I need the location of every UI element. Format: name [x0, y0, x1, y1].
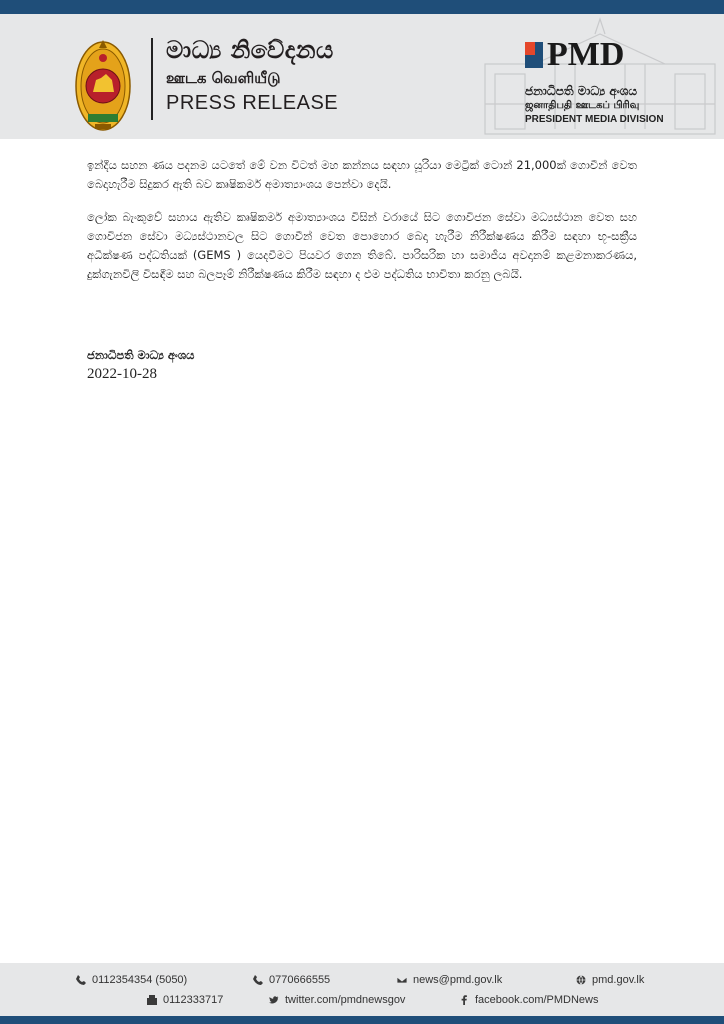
title-english: PRESS RELEASE	[166, 92, 339, 114]
envelope-icon	[397, 975, 407, 985]
phone-icon	[76, 975, 86, 985]
letterhead	[0, 14, 724, 139]
twitter-text: twitter.com/pmdnewsgov	[285, 994, 406, 1006]
pmd-name-english: PRESIDENT MEDIA DIVISION	[525, 114, 664, 125]
state-emblem-icon	[74, 36, 132, 134]
issuing-office: ජනාධිපති මාධ්‍ය අංශය	[87, 348, 195, 362]
pmd-name-sinhala: ජනාධිපති මාධ්‍ය අංශය	[525, 84, 638, 98]
contact-footer	[0, 963, 724, 1016]
email-contact[interactable]	[397, 974, 502, 986]
press-release-title-block	[166, 34, 338, 116]
body-paragraph: ඉන්දීය සහන ණය පදනම යටතේ මේ වන විටත් මහ කන්නය සඳහා යූරියා මෙට්‍රික් ටොන් 21,000ක් ගොවීන් වෙත බෙදාහැරීම සිදුකර ඇති බව කෘෂිකර්ම අමාත්‍යාංශය පෙන්වා දෙයි.	[87, 158, 637, 191]
phone-contact-1[interactable]	[76, 974, 187, 986]
release-date: 2022-10-28	[87, 366, 157, 382]
pmd-wordmark: PMD	[547, 36, 625, 73]
press-release-body	[87, 156, 637, 298]
top-accent-bar	[0, 0, 724, 14]
signature-block	[87, 347, 194, 385]
twitter-icon	[269, 995, 279, 1005]
website-link[interactable]	[576, 974, 644, 986]
pmd-logo	[525, 38, 664, 72]
phone-2-text: 0770666555	[269, 974, 331, 986]
bottom-accent-bar	[0, 1016, 724, 1024]
twitter-link[interactable]	[269, 994, 405, 1006]
facebook-icon	[459, 995, 469, 1005]
facebook-text: facebook.com/PMDNews	[475, 994, 599, 1006]
fax-icon	[147, 995, 157, 1005]
body-paragraph: ලෝක බැංකුවේ සහාය ඇතිව කෘෂිකර්ම අමාත්‍යාංශය විසින් වරායේ සිට ගොවිජන සේවා මධ්‍යස්ථාන වෙත සහ ගොවිජන සේවා මධ්‍යස්ථානවල සිට ගොවීන් වෙත පොහොර බෙදා හැරීම නිරීක්ෂණය කිරීම සඳහා භූ-සක්‍රීය අධීක්ෂණ පද්ධතියක් (GEMS ) යෙදවීමට පියවර ගෙන තිබේ. පාරිසරික හා සමාජීය අවදානම් කළමනාකරණය, දුක්ගැනවිලි විසඳීම සහ බලපෑම් නිරීක්ෂණය කිරීම සඳහා ද එම පද්ධතිය භාවිතා කරනු ලබයි.	[87, 210, 637, 281]
fax-contact[interactable]	[147, 994, 223, 1006]
phone-1-text: 0112354354 (5050)	[92, 974, 188, 986]
title-sinhala: මාධ්‍ය නිවේදනය	[166, 36, 334, 64]
pmd-logo-block	[525, 38, 664, 127]
phone-contact-2[interactable]	[253, 974, 330, 986]
pmd-mark-icon	[525, 42, 543, 68]
header-divider	[151, 38, 153, 120]
facebook-link[interactable]	[459, 994, 599, 1006]
phone-icon	[253, 975, 263, 985]
title-tamil: ஊடக வெளியீடு	[166, 69, 281, 87]
email-text: news@pmd.gov.lk	[413, 974, 503, 986]
website-text: pmd.gov.lk	[592, 974, 645, 986]
fax-text: 0112333717	[163, 994, 224, 1006]
pmd-name-tamil: ஜனாதிபதி ஊடகப் பிரிவு	[525, 100, 640, 111]
globe-icon	[576, 975, 586, 985]
